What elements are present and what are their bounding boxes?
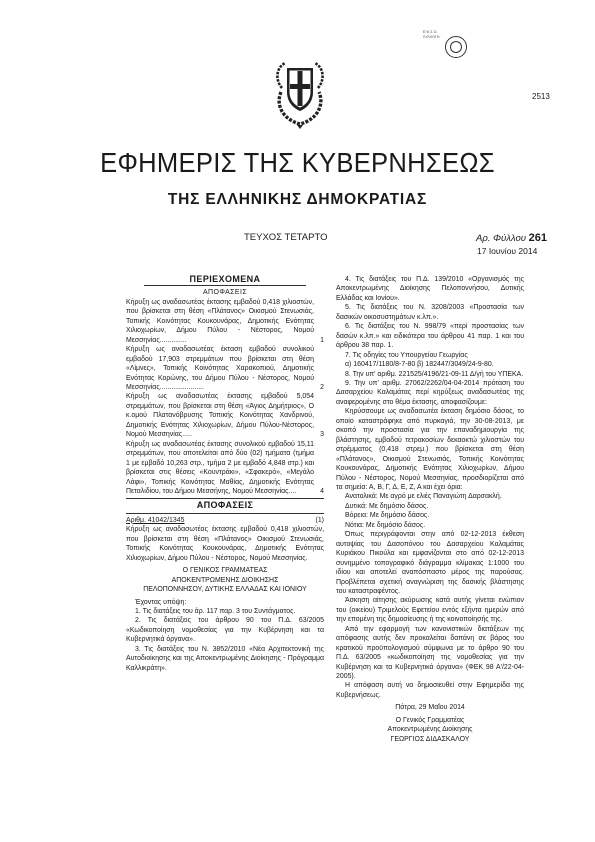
legal-point: 4. Τις διατάξεις του Π.Δ. 139/2010 «Οργανισμός της Αποκεντρωμένης Διοίκησης Πελοποννήσου, Δυτικής Ελλάδας και Ιονίου». xyxy=(336,276,524,302)
decision-number-row xyxy=(126,516,324,525)
decision-body: Όπως περιγράφονται στην από 02-12-2013 έκθεση αυτοψίας του Δασοπόνου του Δασαρχείου Καλαμάτας Κυριάκου Πικούλα και εμφανίζονται στο από 02-12-2013 συνημμένο τοπογραφικό διάγραμμα κλίμακας 1:1000 του ιδίου και αποτελεί αναπόσπαστο μέρος της παρούσας. Προβλέπεται σχετική αναγνώριση της δασικής βλάστησης του καταστραφέντος. xyxy=(336,531,524,595)
legal-point: 1. Τις διατάξεις του άρ. 117 παρ. 3 του Συντάγματος. xyxy=(135,607,296,615)
decision-body: Άσκηση αίτησης ακύρωσης κατά αυτής γίνεται ενώπιον του (οικείου) Τριμελούς Εφετείου εντός εξήντα ημερών από την επομένη της δημοσίευσης ή της κοινοποίησής της. xyxy=(336,597,524,624)
toc-item-text: Κήρυξη ως αναδασωτέας έκτασης εμβαδού 5,054 στρεμμάτων, που βρίσκεται στη θέση «Άγιος Δημήτριος», Ο κ.ομού Πλατανόβρυσης Τοπικής Κοινότητας Χανδρινού, Δημοτικής Ενότητας Χιλιοχωρίων, Δήμου Πύλου-Νέστορος, Νομού Μεσσηνίας..... xyxy=(126,393,314,439)
legal-point: 8. Την υπ' αριθμ. 221525/4196/21-09-11 Δ/γή του ΥΠΕΚΑ. xyxy=(345,370,524,378)
stamp-text: Ε.Ψ.Σ.Ο. ΣΥΛΛΟΓΗ xyxy=(423,30,440,39)
toc-item-page: 4 xyxy=(320,487,324,495)
issue-date: 17 Ιουνίου 2014 xyxy=(477,246,538,256)
stamp-seal-icon xyxy=(445,36,467,58)
boundary-line: Δυτικά: Με δημόσιο δάσος. xyxy=(345,502,429,510)
authority-line: ΑΠΟΚΕΝΤΡΩΜΕΝΗΣ ΔΙΟΙΚΗΣΗΣ xyxy=(171,576,279,584)
issue-series: ΤΕΥΧΟΣ ΤΕΤΑΡΤΟ xyxy=(244,232,328,243)
toc-item-text: Κήρυξη ως αναδασωτέας έκτασης συνολικού εμβαδού 15,11 στρεμμάτων, που αποτελείται από δύο (02) τμήματα (τμήμα 1 με εμβαδό 10,263 στρ., τμήμα 2 με εμβαδό 4,848 στρ.) και βρίσκεται στις θέσεις «Κουντράκι», «Σφακερό», «Μεγάλο Λάφι», Τοπικής Κοινότητας Μαθίας, Δημοτικής Ενότητας Πεταλιδίου, του Δήμου Μεσσήνης, Νομού Μεσσηνίας.... xyxy=(126,440,314,495)
legal-point: 5. Τις διατάξεις του Ν. 3208/2003 «Προστασία των δασικών οικοσυστημάτων κ.λπ.». xyxy=(336,304,524,321)
toc-item-text: Κήρυξη ως αναδασωτέας έκταση εμβαδού συνολικού εμβαδού 17,903 στρεμμάτων που βρίσκεται στη θέση «Λίμνες», Τοπικής Κοινότητας Χαρακοπιού, Δημοτικής Ενότητας Κορώνης, του Δήμου Πύλου - Νέστορος, Νομού Μεσσηνίας....................... xyxy=(126,346,314,391)
sheet-value: 261 xyxy=(528,232,547,244)
decision-number: Αριθμ. 41042/1345 xyxy=(126,516,185,524)
legal-point: 2. Τις διατάξεις του άρθρου 90 του Π.Δ. 63/2005 «Κωδικοποίηση νομοθεσίας για την Κυβέρνηση και τα Κυβερνητικά όργανα». xyxy=(126,617,324,644)
decision-body: Η απόφαση αυτή να δημοσιευθεί στην Εφημερίδα της Κυβερνήσεως. xyxy=(336,682,524,699)
signer-name: ΓΕΩΡΓΙΟΣ ΔΙΔΑΣΚΑΛΟΥ xyxy=(390,735,470,743)
gazette-title: ΕΦΗΜΕΡΙΣ ΤΗΣ ΚΥΒΕΡΝΗΣΕΩΣ xyxy=(100,147,495,178)
decision-summary: Κήρυξη ως αναδασωτέας έκτασης εμβαδού 0,418 χιλιοστών, που βρίσκεται στη θέση «Πλάτανος» Οικισμού Στενωσιάς, Τοπικής Κοινότητας Κουκουνάρας, Δημοτικής Ενότητας Χιλιοχωρίων, Δήμου Πύλου - Νέστορος, Νομού Μεσσηνίας. xyxy=(126,526,324,562)
sheet-number xyxy=(476,232,547,244)
legal-point: 9. Την υπ' αριθμ. 27062/2262/04-04-2014 πρόταση του Δασαρχείου Καλαμάτας περί κηρύξεως αναδασωτέας της αναφερομένης στο θέμα έκτασης, αποφασίζουμε: xyxy=(336,379,524,406)
decision-body: Κηρύσσουμε ως αναδασωτέα έκταση δημόσιο δάσος, το οποίο καταστράφηκε από πυρκαγιά, την 30-08-2013, με σκοπό την προστασία για την επαναδημιουργία της βλάστησης, εμβαδού τετρακοσίων δεκαοκτώ χιλιοστών του στρέμματος (0,418 στρεμ.) που βρίσκεται στη θέση «Πλάτανος», Οικισμού Στενωσιάς, Τοπικής Κοινότητας Κουκουνάρας, Δημοτικής Ενότητας Χιλιοχωρίων, Δήμου Πύλου - Νέστορος, Νομού Μεσσηνίας, προσδιορίζεται από τα σημεία: Α, Β, Γ, Δ, Ε, Ζ, Α και έχει όρια: xyxy=(336,408,524,491)
coat-of-arms-icon xyxy=(272,58,328,130)
archive-stamp xyxy=(423,30,471,64)
toc-item-page: 3 xyxy=(320,431,324,439)
boundary-line: Νότια: Με δημόσιο δάσος. xyxy=(345,521,426,529)
boundary-line: Ανατολικά: Με αγρό με ελιές Παναγιώτη Δαρσακλή. xyxy=(345,493,502,501)
place-date: Πάτρα, 29 Μαΐου 2014 xyxy=(395,704,465,712)
boundary-line: Βόρεια: Με δημόσιο δάσος. xyxy=(345,512,430,520)
contents-divider xyxy=(144,285,306,286)
page-number: 2513 xyxy=(532,92,550,101)
sheet-label: Αρ. Φύλλου xyxy=(476,233,526,244)
legal-point: 3. Τις διατάξεις του Ν. 3852/2010 «Νέα Αρχιτεκτονική της Αυτοδιοίκησης και της Αποκεντρωμένης Διοίκησης - Πρόγραμμα Καλλικράτη». xyxy=(126,645,324,672)
gazette-subtitle: ΤΗΣ ΕΛΛΗΝΙΚΗΣ ΔΗΜΟΚΡΑΤΙΑΣ xyxy=(167,191,428,208)
toc-item-page: 2 xyxy=(320,383,324,391)
toc-item-text: Κήρυξη ως αναδασωτέας έκτασης εμβαδού 0,418 χιλιοστών, που βρίσκεται στη θέση «Πλάτανος» Οικισμού Στενωσιάς, Τοπικής Κοινότητας Κουκουνάρας, Δημοτικής Ενότητας Χιλιοχωρίων, Δήμου Πύλου - Νέστορος, Νομού Μεσσηνίας.............. xyxy=(126,298,314,344)
signer-title: Ο Γενικός Γραμματέας xyxy=(395,716,465,724)
left-column xyxy=(126,275,324,673)
authority-line: Ο ΓΕΝΙΚΟΣ ΓΡΑΜΜΑΤΕΑΣ xyxy=(182,567,268,575)
toc-item[interactable] xyxy=(126,298,324,345)
section-rule xyxy=(126,498,324,499)
legal-point: 6. Τις διατάξεις του Ν. 998/79 «περί προστασίας των δασών κ.λπ.» και ειδικότερα του άρθρου 41 παρ. 1 και του άρθρου 38 παρ. 1. xyxy=(336,323,524,350)
right-column xyxy=(336,275,524,744)
contents-section-label: ΑΠΟΦΑΣΕΙΣ xyxy=(202,289,248,297)
contents-title: ΠΕΡΙΕΧΟΜΕΝΑ xyxy=(189,274,261,284)
toc-item[interactable] xyxy=(126,440,324,497)
signer-title: Αποκεντρωμένης Διοίκησης xyxy=(387,726,473,734)
decision-body: Από την εφαρμογή των κανονιστικών διατάξεων της απόφασης αυτής δεν προκαλείται δαπάνη σε βάρος του κρατικού προϋπολογισμού σύμφωνα με το άρθρο 90 του Π.Δ. 63/2005 «κωδικοποίηση της νομοθεσίας για την Κυβέρνηση και τα Κυβερνητικά όργανα» (ΦΕΚ 98 Α'/22-04-2005). xyxy=(336,625,524,681)
having-regard: Έχοντας υπόψη: xyxy=(135,598,187,606)
legal-point: 7. Τις οδηγίες του Υπουργείου Γεωργίας xyxy=(345,351,468,359)
decisions-title: ΑΠΟΦΑΣΕΙΣ xyxy=(196,500,254,511)
toc-item[interactable] xyxy=(126,345,324,392)
authority-line: ΠΕΛΟΠΟΝΝΗΣΟΥ, ΔΥΤΙΚΗΣ ΕΛΛΑΔΑΣ ΚΑΙ ΙΟΝΙΟΥ xyxy=(143,586,307,594)
decision-ref: (1) xyxy=(315,516,324,524)
toc-item[interactable] xyxy=(126,392,324,439)
toc-item-page: 1 xyxy=(320,336,324,344)
legal-point: α) 160417/1180/8-7-80 β) 182447/3049/24-9-80. xyxy=(345,361,494,369)
section-rule xyxy=(126,513,324,514)
